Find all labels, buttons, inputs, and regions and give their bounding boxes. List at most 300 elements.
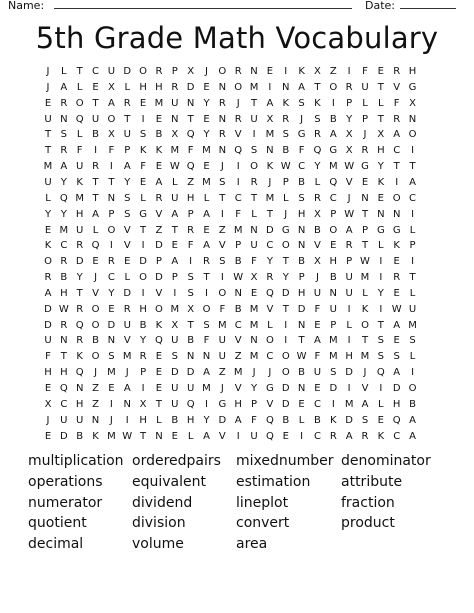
grid-letter[interactable]: M (75, 192, 84, 204)
grid-letter[interactable]: X (187, 303, 195, 315)
grid-letter[interactable]: D (123, 66, 132, 77)
grid-letter[interactable]: A (60, 161, 68, 173)
grid-letter[interactable]: Q (59, 383, 68, 394)
grid-letter[interactable]: O (250, 161, 258, 173)
grid-letter[interactable]: J (315, 272, 319, 284)
grid-letter[interactable]: D (218, 414, 227, 426)
grid-letter[interactable]: G (408, 81, 417, 93)
grid-letter[interactable]: C (313, 430, 321, 442)
grid-letter[interactable]: T (187, 113, 194, 125)
grid-letter[interactable]: O (218, 66, 227, 77)
grid-letter[interactable]: O (281, 240, 290, 252)
grid-letter[interactable]: D (155, 272, 163, 284)
grid-letter[interactable]: B (92, 129, 99, 141)
grid-letter[interactable]: T (203, 272, 210, 284)
grid-letter[interactable]: U (91, 113, 100, 125)
grid-letter[interactable]: H (408, 66, 417, 77)
grid-letter[interactable]: T (361, 335, 369, 347)
grid-letter[interactable]: C (313, 398, 321, 410)
grid-letter[interactable]: V (393, 81, 401, 93)
grid-letter[interactable]: A (393, 129, 401, 141)
grid-letter[interactable]: N (361, 192, 369, 204)
grid-letter[interactable]: N (234, 287, 242, 299)
grid-letter[interactable]: F (203, 335, 210, 347)
grid-letter[interactable]: R (266, 272, 274, 284)
grid-letter[interactable]: G (392, 224, 401, 236)
grid-letter[interactable]: E (361, 176, 369, 188)
grid-letter[interactable]: D (155, 240, 163, 252)
grid-letter[interactable]: V (123, 240, 131, 252)
grid-letter[interactable]: I (411, 367, 415, 379)
grid-letter[interactable]: I (379, 303, 383, 315)
grid-letter[interactable]: R (234, 113, 242, 125)
grid-letter[interactable]: R (44, 272, 52, 284)
grid-letter[interactable]: J (252, 367, 256, 379)
grid-letter[interactable]: P (108, 208, 115, 220)
grid-letter[interactable]: J (94, 367, 98, 379)
grid-letter[interactable]: L (76, 129, 83, 141)
grid-letter[interactable]: R (187, 224, 195, 236)
grid-letter[interactable]: P (251, 398, 258, 410)
grid-letter[interactable]: P (187, 208, 194, 220)
grid-letter[interactable]: U (123, 319, 131, 331)
grid-letter[interactable]: P (346, 256, 353, 268)
grid-letter[interactable]: T (377, 319, 384, 331)
grid-letter[interactable]: H (186, 192, 195, 204)
grid-letter[interactable]: A (314, 335, 321, 347)
grid-letter[interactable]: K (155, 145, 163, 157)
grid-letter[interactable]: L (378, 398, 384, 410)
grid-letter[interactable]: L (61, 66, 67, 77)
grid-letter[interactable]: T (250, 192, 258, 204)
grid-letter[interactable]: O (329, 81, 338, 93)
grid-letter[interactable]: S (219, 176, 226, 188)
grid-letter[interactable]: Y (377, 161, 384, 173)
grid-letter[interactable]: D (281, 398, 290, 410)
grid-letter[interactable]: N (171, 113, 179, 125)
grid-letter[interactable]: E (203, 81, 210, 93)
grid-letter[interactable]: G (376, 224, 385, 236)
grid-letter[interactable]: G (218, 398, 227, 410)
grid-letter[interactable]: E (139, 176, 147, 188)
grid-letter[interactable]: I (205, 287, 208, 299)
grid-letter[interactable]: Y (266, 256, 273, 268)
grid-letter[interactable]: F (251, 414, 257, 426)
grid-letter[interactable]: K (393, 240, 400, 252)
grid-letter[interactable]: U (250, 240, 258, 252)
grid-letter[interactable]: M (233, 367, 243, 379)
grid-letter[interactable]: V (218, 240, 226, 252)
grid-letter[interactable]: P (282, 176, 289, 188)
grid-letter[interactable]: J (268, 176, 272, 188)
grid-letter[interactable]: N (186, 97, 195, 109)
grid-letter[interactable]: E (44, 224, 52, 236)
grid-letter[interactable]: O (155, 303, 163, 315)
grid-letter[interactable]: E (250, 287, 258, 299)
grid-letter[interactable]: F (298, 145, 305, 157)
grid-letter[interactable]: M (107, 367, 116, 379)
grid-letter[interactable]: A (409, 176, 416, 188)
grid-letter[interactable]: X (171, 319, 179, 331)
grid-letter[interactable]: H (392, 398, 401, 410)
grid-letter[interactable]: I (205, 398, 208, 410)
grid-letter[interactable]: L (362, 97, 368, 109)
grid-letter[interactable]: W (122, 430, 133, 442)
grid-letter[interactable]: E (203, 224, 210, 236)
grid-letter[interactable]: R (76, 303, 84, 315)
grid-letter[interactable]: M (122, 351, 132, 363)
grid-letter[interactable]: A (92, 208, 99, 220)
grid-letter[interactable]: E (203, 113, 210, 125)
grid-letter[interactable]: B (409, 398, 416, 410)
grid-letter[interactable]: W (169, 161, 180, 173)
grid-letter[interactable]: I (94, 145, 98, 157)
grid-letter[interactable]: A (329, 129, 337, 141)
grid-letter[interactable]: S (314, 113, 321, 125)
grid-letter[interactable]: R (203, 256, 210, 268)
grid-letter[interactable]: J (220, 383, 224, 394)
grid-letter[interactable]: R (92, 161, 100, 173)
grid-letter[interactable]: K (139, 145, 147, 157)
grid-letter[interactable]: I (347, 66, 351, 77)
grid-letter[interactable]: J (94, 272, 98, 284)
grid-letter[interactable]: H (75, 398, 84, 410)
grid-letter[interactable]: T (76, 66, 83, 77)
grid-letter[interactable]: V (314, 240, 321, 252)
grid-letter[interactable]: U (123, 129, 131, 141)
grid-letter[interactable]: A (203, 208, 210, 220)
grid-letter[interactable]: T (219, 192, 226, 204)
grid-letter[interactable]: C (60, 240, 68, 252)
grid-letter[interactable]: I (268, 81, 272, 93)
grid-letter[interactable]: R (329, 430, 337, 442)
grid-letter[interactable]: K (377, 176, 385, 188)
grid-letter[interactable]: T (155, 398, 162, 410)
grid-letter[interactable]: R (218, 129, 226, 141)
grid-letter[interactable]: D (59, 430, 68, 442)
grid-letter[interactable]: O (202, 303, 211, 315)
grid-letter[interactable]: B (234, 303, 242, 315)
grid-letter[interactable]: E (377, 66, 384, 77)
grid-letter[interactable]: L (267, 319, 273, 331)
grid-letter[interactable]: Q (59, 192, 68, 204)
grid-letter[interactable]: M (59, 224, 69, 236)
grid-letter[interactable]: I (331, 97, 335, 109)
grid-letter[interactable]: X (377, 129, 385, 141)
grid-letter[interactable]: O (361, 319, 369, 331)
grid-letter[interactable]: D (44, 319, 52, 331)
grid-letter[interactable]: C (298, 161, 306, 173)
grid-letter[interactable]: M (344, 398, 354, 410)
grid-letter[interactable]: A (155, 176, 163, 188)
grid-letter[interactable]: N (60, 113, 68, 125)
grid-letter[interactable]: D (186, 367, 195, 379)
grid-letter[interactable]: U (76, 224, 84, 236)
grid-letter[interactable]: B (76, 430, 84, 442)
grid-letter[interactable]: L (172, 176, 178, 188)
grid-letter[interactable]: N (218, 81, 227, 93)
grid-letter[interactable]: O (329, 224, 338, 236)
grid-letter[interactable]: D (329, 383, 338, 394)
grid-letter[interactable]: X (107, 129, 115, 141)
grid-letter[interactable]: F (76, 145, 83, 157)
grid-letter[interactable]: P (298, 272, 305, 284)
grid-letter[interactable]: L (92, 224, 99, 236)
grid-letter[interactable]: O (107, 113, 116, 125)
grid-letter[interactable]: T (298, 335, 305, 347)
grid-letter[interactable]: B (298, 176, 306, 188)
grid-letter[interactable]: J (220, 161, 224, 173)
grid-letter[interactable]: T (393, 161, 400, 173)
grid-letter[interactable]: P (409, 240, 416, 252)
grid-letter[interactable]: I (395, 176, 399, 188)
grid-letter[interactable]: I (236, 430, 240, 442)
grid-letter[interactable]: V (266, 303, 274, 315)
grid-letter[interactable]: O (392, 192, 401, 204)
grid-letter[interactable]: R (393, 113, 401, 125)
grid-letter[interactable]: S (393, 351, 400, 363)
grid-letter[interactable]: J (300, 113, 304, 125)
grid-letter[interactable]: J (284, 208, 288, 220)
grid-letter[interactable]: T (282, 303, 289, 315)
grid-letter[interactable]: W (391, 303, 402, 315)
grid-letter[interactable]: W (344, 208, 355, 220)
grid-letter[interactable]: X (171, 129, 179, 141)
grid-letter[interactable]: K (330, 414, 337, 426)
grid-letter[interactable]: T (377, 81, 384, 93)
grid-letter[interactable]: G (361, 161, 369, 173)
grid-letter[interactable]: Q (91, 240, 100, 252)
grid-letter[interactable]: V (234, 383, 242, 394)
grid-letter[interactable]: R (345, 240, 353, 252)
grid-letter[interactable]: R (76, 240, 84, 252)
grid-letter[interactable]: N (250, 335, 258, 347)
grid-letter[interactable]: P (235, 240, 242, 252)
grid-letter[interactable]: I (411, 145, 415, 157)
grid-letter[interactable]: N (297, 240, 306, 252)
grid-letter[interactable]: Q (186, 129, 195, 141)
grid-letter[interactable]: U (345, 272, 353, 284)
grid-letter[interactable]: I (220, 208, 224, 220)
grid-letter[interactable]: S (361, 414, 369, 426)
grid-letter[interactable]: K (76, 176, 83, 188)
grid-letter[interactable]: P (330, 208, 337, 220)
grid-letter[interactable]: P (346, 97, 353, 109)
grid-letter[interactable]: F (108, 145, 115, 157)
grid-letter[interactable]: O (44, 256, 52, 268)
grid-letter[interactable]: M (249, 303, 259, 315)
grid-letter[interactable]: H (329, 256, 338, 268)
grid-letter[interactable]: M (249, 81, 259, 93)
grid-letter[interactable]: N (250, 224, 258, 236)
grid-letter[interactable]: D (139, 256, 147, 268)
grid-letter[interactable]: R (345, 81, 353, 93)
grid-letter[interactable]: B (60, 272, 68, 284)
grid-letter[interactable]: B (187, 335, 195, 347)
grid-letter[interactable]: F (362, 66, 368, 77)
grid-letter[interactable]: R (60, 319, 68, 331)
grid-letter[interactable]: D (266, 224, 274, 236)
grid-letter[interactable]: N (250, 66, 258, 77)
grid-letter[interactable]: M (233, 224, 243, 236)
grid-letter[interactable]: N (297, 224, 306, 236)
grid-letter[interactable]: I (347, 303, 351, 315)
grid-letter[interactable]: K (76, 351, 83, 363)
grid-letter[interactable]: D (44, 303, 52, 315)
grid-letter[interactable]: N (107, 335, 116, 347)
grid-letter[interactable]: R (107, 256, 115, 268)
grid-letter[interactable]: F (140, 161, 146, 173)
grid-letter[interactable]: I (109, 161, 113, 173)
grid-letter[interactable]: Q (155, 335, 163, 347)
grid-letter[interactable]: R (313, 192, 321, 204)
grid-letter[interactable]: N (297, 319, 306, 331)
grid-letter[interactable]: K (361, 303, 369, 315)
grid-letter[interactable]: A (409, 414, 416, 426)
grid-letter[interactable]: V (266, 398, 274, 410)
grid-letter[interactable]: M (328, 161, 338, 173)
grid-letter[interactable]: Y (377, 287, 384, 299)
grid-letter[interactable]: L (378, 240, 384, 252)
grid-letter[interactable]: C (409, 192, 417, 204)
grid-letter[interactable]: T (282, 256, 289, 268)
grid-letter[interactable]: L (378, 97, 384, 109)
grid-letter[interactable]: S (124, 192, 131, 204)
grid-letter[interactable]: M (170, 303, 180, 315)
grid-letter[interactable]: T (140, 430, 147, 442)
grid-letter[interactable]: Q (265, 414, 274, 426)
grid-letter[interactable]: A (171, 208, 179, 220)
grid-letter[interactable]: I (220, 272, 224, 284)
grid-letter[interactable]: G (266, 383, 274, 394)
grid-letter[interactable]: T (377, 113, 384, 125)
grid-letter[interactable]: Q (234, 145, 243, 157)
grid-letter[interactable]: R (234, 66, 242, 77)
grid-letter[interactable]: Q (376, 367, 385, 379)
grid-letter[interactable]: R (155, 192, 163, 204)
grid-letter[interactable]: Y (44, 208, 52, 220)
grid-letter[interactable]: N (186, 351, 195, 363)
grid-letter[interactable]: L (124, 81, 131, 93)
grid-letter[interactable]: L (251, 208, 257, 220)
grid-letter[interactable]: C (60, 398, 68, 410)
grid-letter[interactable]: L (409, 351, 416, 363)
grid-letter[interactable]: H (377, 145, 385, 157)
grid-letter[interactable]: I (411, 256, 415, 268)
grid-letter[interactable]: Q (265, 287, 274, 299)
grid-letter[interactable]: A (234, 414, 242, 426)
grid-letter[interactable]: U (218, 335, 226, 347)
grid-letter[interactable]: M (107, 430, 116, 442)
grid-letter[interactable]: O (408, 383, 417, 394)
grid-letter[interactable]: W (360, 256, 370, 268)
grid-letter[interactable]: T (60, 351, 67, 363)
grid-letter[interactable]: J (46, 81, 50, 93)
grid-letter[interactable]: I (141, 287, 145, 299)
grid-letter[interactable]: B (234, 256, 242, 268)
grid-letter[interactable]: X (314, 66, 321, 77)
grid-letter[interactable]: T (124, 113, 131, 125)
grid-letter[interactable]: E (139, 97, 147, 109)
grid-letter[interactable]: L (187, 430, 194, 442)
grid-letter[interactable]: A (107, 97, 115, 109)
grid-letter[interactable]: U (171, 335, 179, 347)
grid-letter[interactable]: E (298, 398, 305, 410)
grid-letter[interactable]: P (330, 319, 337, 331)
grid-letter[interactable]: T (250, 97, 258, 109)
grid-letter[interactable]: M (328, 351, 338, 363)
grid-letter[interactable]: G (281, 224, 290, 236)
grid-letter[interactable]: X (314, 256, 321, 268)
grid-letter[interactable]: G (297, 129, 306, 141)
grid-letter[interactable]: H (139, 414, 147, 426)
grid-letter[interactable]: S (171, 351, 178, 363)
grid-letter[interactable]: Y (76, 272, 83, 284)
grid-letter[interactable]: W (58, 303, 69, 315)
grid-letter[interactable]: N (377, 208, 385, 220)
grid-letter[interactable]: Z (92, 383, 99, 394)
grid-letter[interactable]: Y (140, 335, 147, 347)
grid-letter[interactable]: N (297, 383, 306, 394)
grid-letter[interactable]: N (60, 335, 68, 347)
grid-letter[interactable]: T (76, 287, 83, 299)
grid-letter[interactable]: R (282, 113, 290, 125)
grid-letter[interactable]: J (268, 367, 272, 379)
grid-letter[interactable]: H (44, 367, 52, 379)
grid-letter[interactable]: Z (187, 176, 195, 188)
grid-letter[interactable]: Y (203, 129, 210, 141)
grid-letter[interactable]: I (284, 335, 288, 347)
grid-letter[interactable]: J (236, 97, 240, 109)
grid-letter[interactable]: V (123, 224, 131, 236)
grid-letter[interactable]: U (171, 97, 179, 109)
grid-letter[interactable]: S (203, 319, 210, 331)
grid-letter[interactable]: V (361, 383, 369, 394)
grid-letter[interactable]: H (345, 351, 353, 363)
grid-letter[interactable]: M (249, 319, 259, 331)
grid-letter[interactable]: F (314, 351, 321, 363)
grid-letter[interactable]: A (266, 97, 274, 109)
grid-letter[interactable]: E (155, 113, 163, 125)
grid-letter[interactable]: L (409, 224, 416, 236)
grid-letter[interactable]: S (187, 272, 194, 284)
grid-letter[interactable]: R (155, 66, 163, 77)
grid-letter[interactable]: O (139, 66, 148, 77)
grid-letter[interactable]: M (265, 192, 275, 204)
grid-letter[interactable]: F (187, 240, 194, 252)
grid-letter[interactable]: A (345, 430, 353, 442)
grid-letter[interactable]: L (76, 81, 83, 93)
grid-letter[interactable]: U (345, 287, 353, 299)
grid-letter[interactable]: O (408, 129, 417, 141)
grid-letter[interactable]: E (171, 430, 178, 442)
grid-letter[interactable]: T (361, 240, 369, 252)
grid-letter[interactable]: Q (392, 414, 401, 426)
grid-letter[interactable]: Q (186, 161, 195, 173)
grid-letter[interactable]: Y (314, 161, 321, 173)
grid-letter[interactable]: D (345, 414, 353, 426)
grid-letter[interactable]: U (171, 192, 179, 204)
grid-letter[interactable]: R (139, 351, 147, 363)
grid-letter[interactable]: V (155, 208, 163, 220)
grid-letter[interactable]: F (314, 303, 321, 315)
grid-letter[interactable]: J (125, 367, 129, 379)
grid-letter[interactable]: U (76, 414, 84, 426)
grid-letter[interactable]: I (236, 161, 240, 173)
grid-letter[interactable]: H (186, 414, 195, 426)
grid-letter[interactable]: P (124, 145, 131, 157)
grid-letter[interactable]: N (392, 208, 401, 220)
